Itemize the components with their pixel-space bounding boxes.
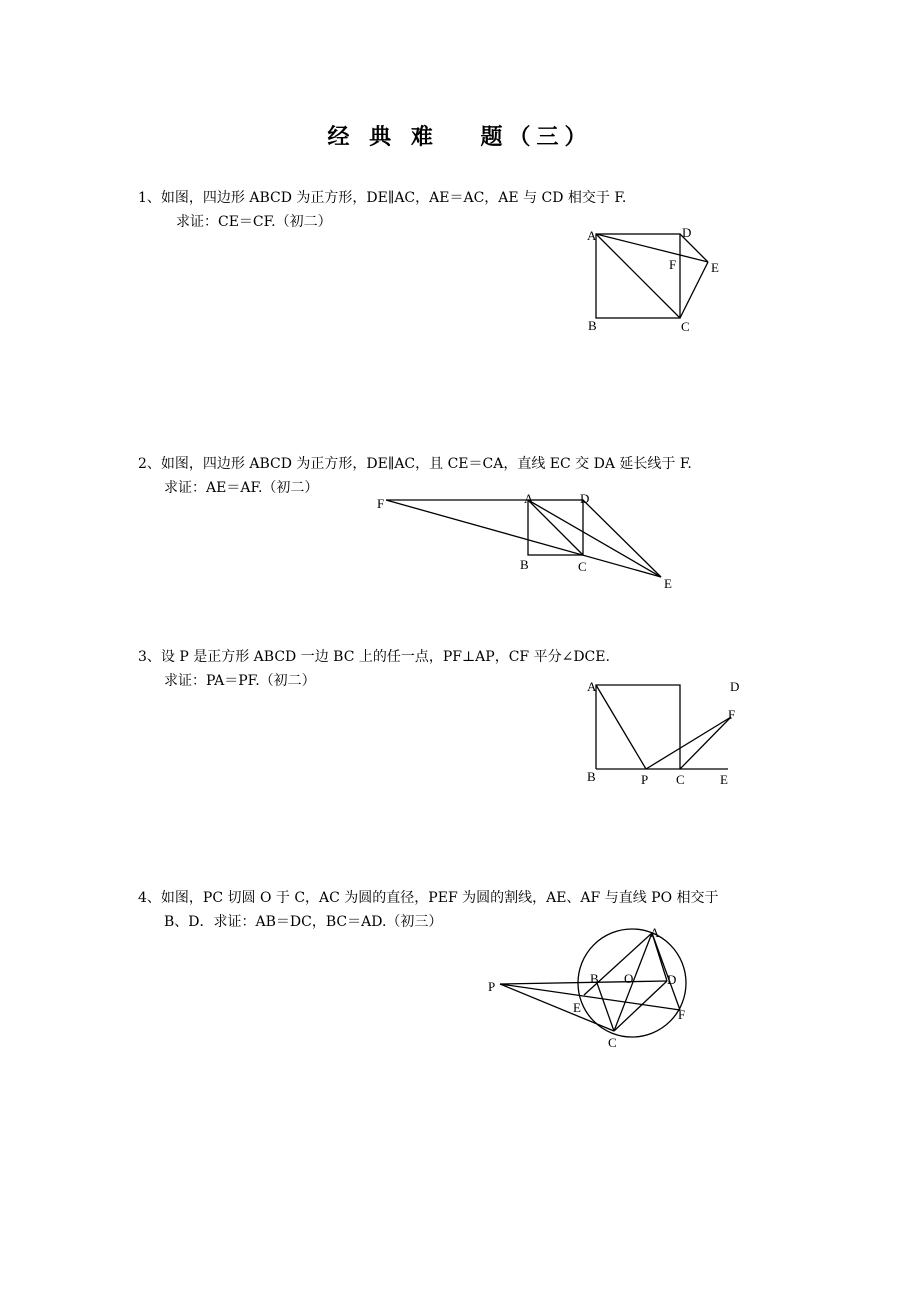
label-d: D: [580, 491, 590, 506]
problem-4-goal: B、D．求证：AB＝DC，BC＝AD.（初三）: [164, 914, 443, 930]
label-e: E: [711, 260, 719, 275]
label-f: F: [377, 496, 385, 511]
label-d: D: [667, 972, 677, 987]
segment-cd: [614, 981, 667, 1031]
line-po: [500, 981, 667, 984]
label-b: B: [587, 769, 596, 784]
problem-4-statement: 4、如图，PC 切圆 O 于 C，AC 为圆的直径，PEF 为圆的割线，AE、AF 与直线 PO 相交于: [138, 890, 719, 906]
label-c: C: [676, 772, 685, 787]
label-p: P: [488, 979, 496, 994]
label-c: C: [578, 559, 587, 574]
problem-1-statement: 1、如图，四边形 ABCD 为正方形，DE∥AC，AE＝AC，AE 与 CD 相交于 F.: [138, 190, 627, 206]
label-c: C: [681, 319, 690, 334]
label-c: C: [608, 1035, 617, 1050]
problem-3-goal: 求证：PA＝PF.（初二）: [164, 673, 316, 689]
label-e: E: [720, 772, 728, 787]
label-d: D: [730, 679, 740, 694]
segment-pc: [500, 984, 614, 1031]
label-e: E: [664, 576, 672, 591]
secant-pef: [500, 984, 680, 1010]
label-p: P: [641, 772, 649, 787]
problem-2-statement: 2、如图，四边形 ABCD 为正方形，DE∥AC，且 CE＝CA，直线 EC 交 DA 延长线于 F.: [138, 456, 692, 472]
label-a: A: [587, 679, 597, 694]
problem-2-goal: 求证：AE＝AF.（初二）: [164, 480, 319, 496]
segment-cb: [597, 983, 614, 1031]
label-f: F: [669, 257, 677, 272]
problem-3-statement: 3、设 P 是正方形 ABCD 一边 BC 上的任一点，PF⊥AP，CF 平分∠DCE.: [138, 649, 610, 665]
label-b: B: [588, 318, 597, 333]
label-a: A: [650, 925, 660, 940]
label-b: B: [590, 971, 599, 986]
label-f: F: [678, 1007, 686, 1022]
label-d: D: [682, 225, 692, 240]
problem-1-goal: 求证：CE＝CF.（初二）: [176, 214, 332, 230]
label-f: F: [728, 707, 736, 722]
label-a: A: [587, 228, 597, 243]
label-e: E: [573, 1000, 581, 1015]
label-a: A: [524, 491, 534, 506]
page-title: 经 典 难 题（三）: [327, 125, 593, 150]
label-o: O: [624, 971, 634, 986]
label-b: B: [520, 557, 529, 572]
